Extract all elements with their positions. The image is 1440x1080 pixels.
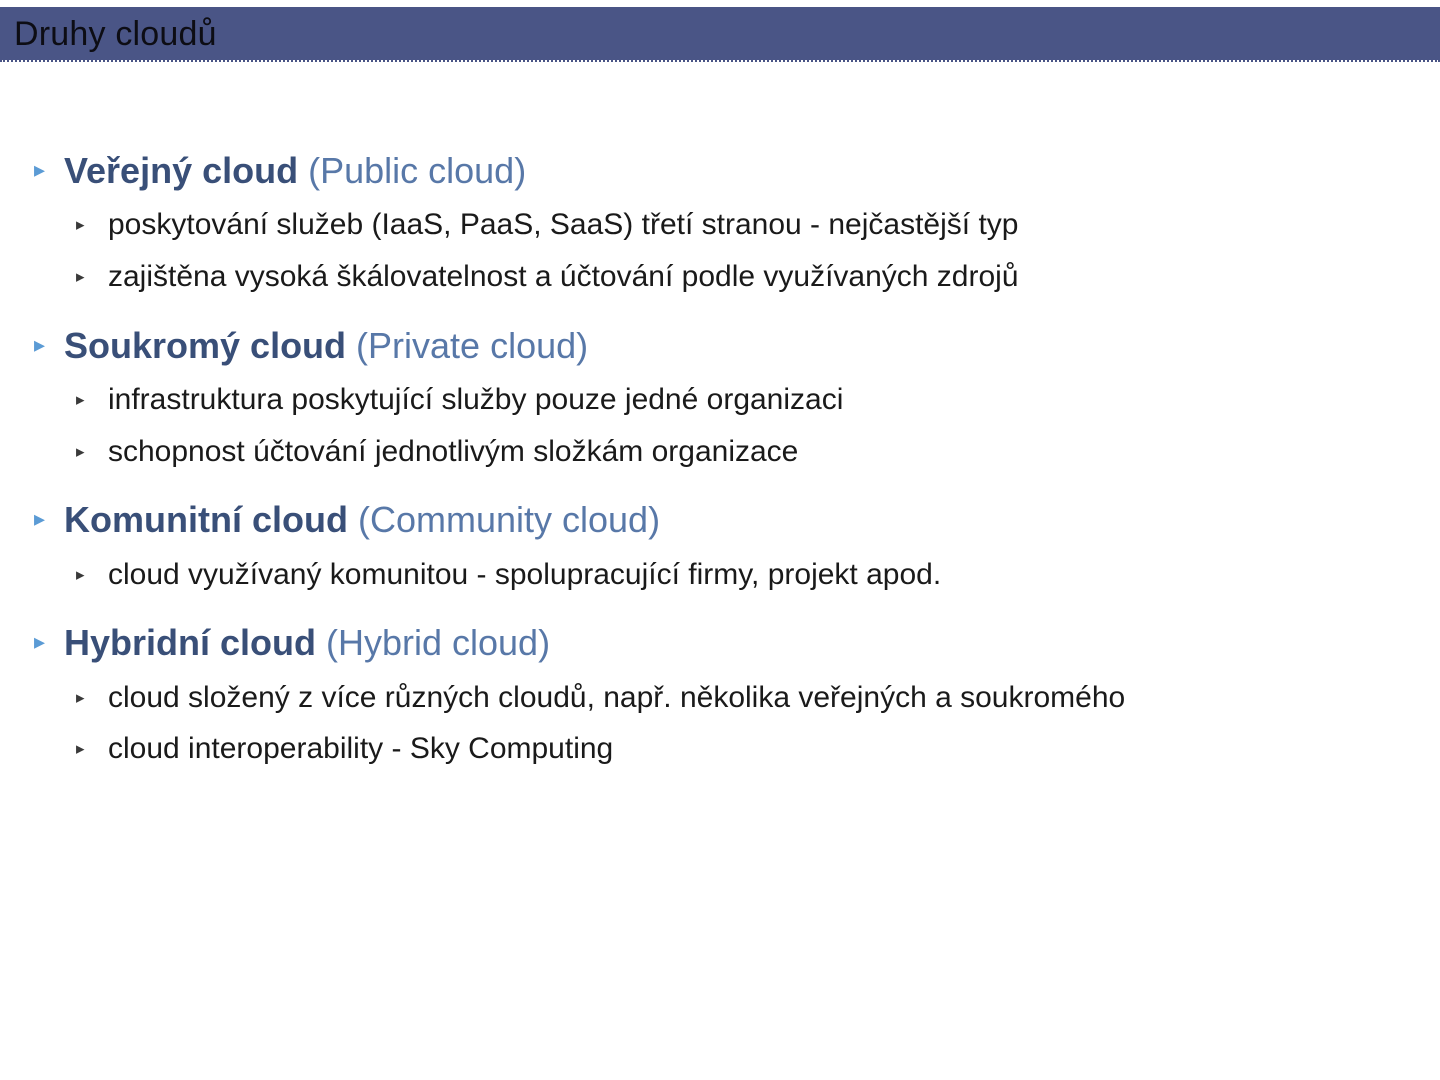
triangle-bullet-icon: ▸: [76, 266, 85, 286]
heading-text-cs: Soukromý cloud: [64, 324, 347, 366]
triangle-bullet-icon: ▸: [76, 389, 85, 409]
list-item: [34, 432, 1410, 472]
heading-hybrid-cloud: [34, 622, 1410, 663]
bullet-group: [34, 622, 1410, 769]
page-title: Druhy cloudů: [14, 14, 217, 53]
heading-text-en: (Hybrid cloud): [316, 622, 551, 664]
list-item-label: infrastruktura poskytující služby pouze jedné organizaci: [108, 382, 844, 416]
triangle-bullet-icon: ▸: [34, 331, 46, 357]
triangle-bullet-icon: ▸: [76, 564, 85, 584]
heading-text-en: (Public cloud): [298, 150, 527, 191]
triangle-bullet-icon: ▸: [34, 629, 46, 655]
slide-content: [0, 150, 1440, 769]
list-item-label: cloud složený z více různých cloudů, např. několika veřejných a soukromého: [108, 680, 1126, 714]
heading-text-en: (Community cloud): [347, 499, 661, 541]
heading-text: [64, 150, 526, 191]
heading-text-cs: Hybridní cloud: [64, 622, 316, 664]
triangle-bullet-icon: ▸: [76, 739, 85, 759]
heading-private-cloud: [34, 325, 1410, 366]
list-item-label: schopnost účtování jednotlivým složkám organizace: [108, 434, 799, 468]
list-item: [34, 257, 1410, 297]
heading-text: [64, 622, 550, 663]
list-item: [34, 380, 1410, 420]
list-item-label: poskytování služeb (IaaS, PaaS, SaaS) třetí stranou - nejčastější typ: [108, 208, 1019, 242]
list-item: [34, 729, 1410, 769]
list-item: [34, 205, 1410, 245]
triangle-bullet-icon: ▸: [76, 441, 85, 461]
list-item: [34, 555, 1410, 595]
heading-text-en: (Private cloud): [346, 324, 589, 366]
list-item-label: cloud využívaný komunitou - spolupracující firmy, projekt apod.: [108, 557, 942, 591]
slide-title-bar: [0, 7, 1440, 60]
heading-text: [64, 325, 588, 366]
bullet-group: [34, 325, 1410, 472]
title-divider: [0, 60, 1440, 62]
heading-text-cs: Komunitní cloud: [64, 499, 348, 541]
list-item: [34, 678, 1410, 718]
triangle-bullet-icon: ▸: [34, 157, 46, 182]
triangle-bullet-icon: ▸: [34, 506, 46, 532]
bullet-group: [34, 150, 1410, 297]
list-item-label: zajištěna vysoká škálovatelnost a účtování podle využívaných zdrojů: [108, 259, 1019, 293]
bullet-group: [34, 499, 1410, 594]
heading-text: [64, 499, 660, 540]
list-item-label: cloud interoperability - Sky Computing: [108, 732, 614, 766]
heading-public-cloud: [34, 150, 1410, 191]
triangle-bullet-icon: ▸: [76, 687, 85, 707]
triangle-bullet-icon: ▸: [76, 215, 85, 235]
heading-text-cs: Veřejný cloud: [64, 150, 299, 191]
heading-community-cloud: [34, 499, 1410, 540]
